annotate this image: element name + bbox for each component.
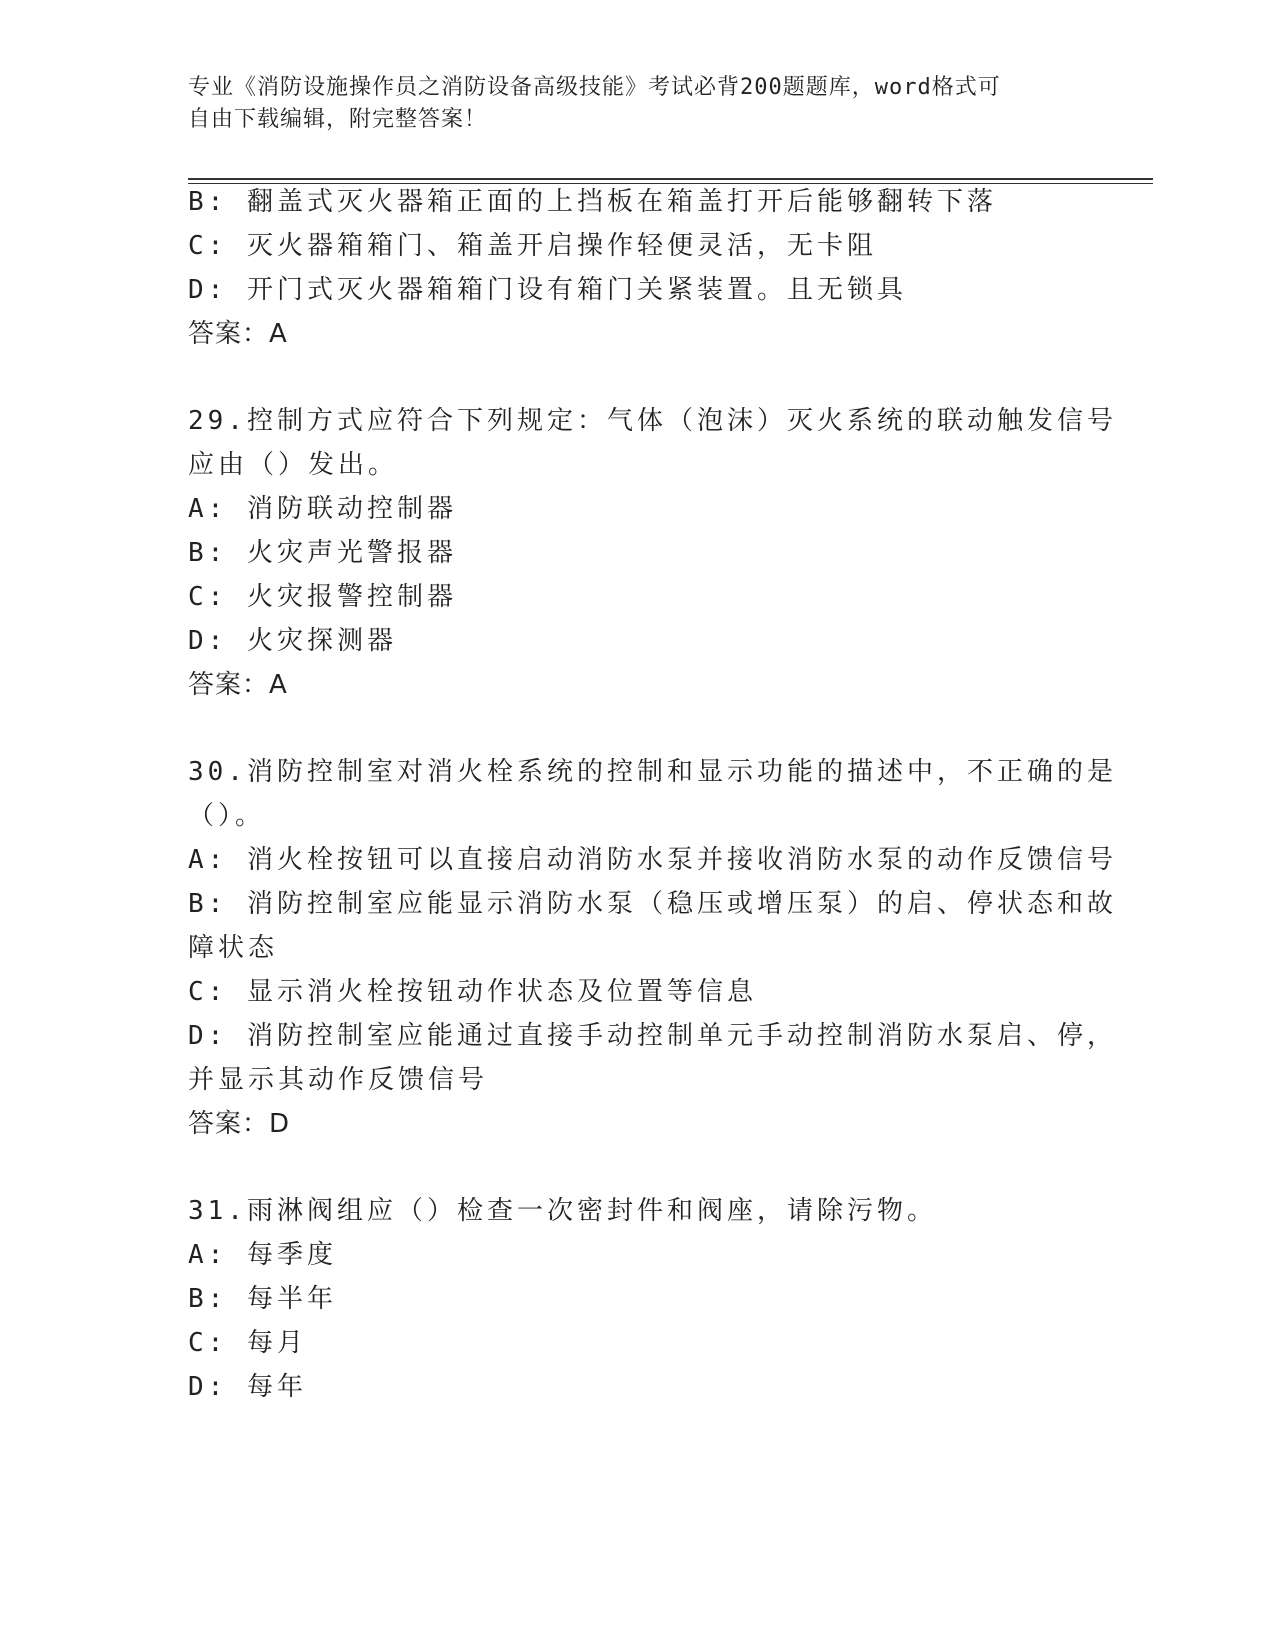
q29-answer: 答案：A: [188, 670, 288, 700]
q29-option-b: B: 火灾声光警报器: [188, 538, 457, 568]
q30-stem-line-2: （）。: [188, 801, 266, 831]
q31-stem: 31.雨淋阀组应（）检查一次密封件和阀座，请除污物。: [188, 1196, 937, 1226]
q30-option-b-line-2: 障状态: [188, 933, 279, 963]
q30-option-d-line-2: 并显示其动作反馈信号: [188, 1065, 489, 1095]
q30-option-a: A: 消火栓按钮可以直接启动消防水泵并接收消防水泵的动作反馈信号: [188, 845, 1117, 875]
document-header: [188, 72, 1068, 136]
q30-stem-line-1: 30.消防控制室对消火栓系统的控制和显示功能的描述中，不正确的是: [188, 757, 1117, 787]
q29-option-d: D: 火灾探测器: [188, 626, 397, 656]
q31-option-b: B: 每半年: [188, 1284, 337, 1314]
q30-option-c: C: 显示消火栓按钮动作状态及位置等信息: [188, 977, 757, 1007]
q29-stem-line-1: 29.控制方式应符合下列规定：气体（泡沫）灭火系统的联动触发信号: [188, 406, 1117, 436]
q31-option-c: C: 每月: [188, 1328, 307, 1358]
q30-answer: 答案：D: [188, 1109, 291, 1139]
q31-option-d: D: 每年: [188, 1372, 307, 1402]
q29-option-a: A: 消防联动控制器: [188, 494, 457, 524]
q30-option-b-line-1: B: 消防控制室应能显示消防水泵（稳压或增压泵）的启、停状态和故: [188, 889, 1117, 919]
header-rule-thin: [188, 183, 1153, 184]
header-rule-thick: [188, 178, 1153, 180]
q28-option-d: D: 开门式灭火器箱箱门设有箱门关紧装置。且无锁具: [188, 275, 907, 305]
header-line-2: 自由下载编辑，附完整答案！: [188, 107, 488, 132]
q28-option-c: C: 灭火器箱箱门、箱盖开启操作轻便灵活，无卡阻: [188, 231, 877, 261]
header-line-1: 专业《消防设施操作员之消防设备高级技能》考试必背200题题库，word格式可: [188, 75, 1001, 100]
q29-option-c: C: 火灾报警控制器: [188, 582, 457, 612]
q29-stem-line-2: 应由（）发出。: [188, 450, 399, 480]
q30-option-d-line-1: D: 消防控制室应能通过直接手动控制单元手动控制消防水泵启、停，: [188, 1021, 1117, 1051]
q28-answer: 答案：A: [188, 319, 288, 349]
q28-option-b: B: 翻盖式灭火器箱正面的上挡板在箱盖打开后能够翻转下落: [188, 187, 997, 217]
q31-option-a: A: 每季度: [188, 1240, 337, 1270]
